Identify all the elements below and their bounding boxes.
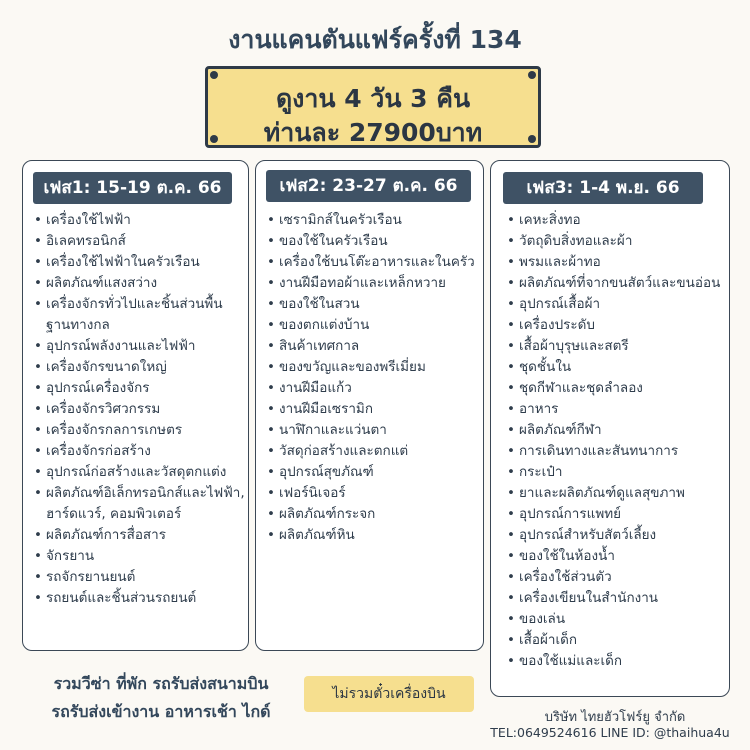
list-item: • จักรยาน (34, 546, 246, 567)
list-item: • ของขวัญและของพรีเมี่ยม (267, 357, 475, 378)
list-item: • เครื่องใช้ไฟฟ้า (34, 210, 246, 231)
list-item: • นาฬิกาและแว่นตา (267, 420, 475, 441)
list-item: • เครื่องใช้บนโต๊ะอาหารและในครัว (267, 252, 475, 273)
list-item: • เครื่องใช้ไฟฟ้าในครัวเรือน (34, 252, 246, 273)
corner-dot (210, 71, 218, 79)
tour-price: ท่านละ 27900บาท (263, 118, 483, 147)
list-item: • อุปกรณ์สุขภัณฑ์ (267, 462, 475, 483)
list-item: • สินค้าเทศกาล (267, 336, 475, 357)
list-item: • อุปกรณ์การแพทย์ (507, 504, 725, 525)
corner-dot (210, 135, 218, 143)
list-item: • วัตถุดิบสิ่งทอและผ้า (507, 231, 725, 252)
list-item: • อุปกรณ์เสื้อผ้า (507, 294, 725, 315)
list-item: • รถยนต์และชิ้นส่วนรถยนต์ (34, 588, 246, 609)
list-item: • งานฝีมือเซรามิก (267, 399, 475, 420)
list-item: • อุปกรณ์ก่อสร้างและวัสดุตกแต่ง (34, 462, 246, 483)
tour-price-box (205, 66, 541, 148)
list-item: • เครื่องจักรกลการเกษตร (34, 420, 246, 441)
list-item: • ยาและผลิตภัณฑ์ดูแลสุขภาพ (507, 483, 725, 504)
list-item: • พรมและผ้าทอ (507, 252, 725, 273)
list-item: • ของเล่น (507, 609, 725, 630)
phase-3-item-list (507, 210, 725, 672)
phase-3-tag: เฟส3: 1-4 พ.ย. 66 (503, 172, 703, 204)
list-item: • เสื้อผ้าเด็ก (507, 630, 725, 651)
list-item: • เสื้อผ้าบุรุษและสตรี (507, 336, 725, 357)
list-item: • อาหาร (507, 399, 725, 420)
list-item: • ชุดชั้นใน (507, 357, 725, 378)
phase-1-item-list (34, 210, 246, 609)
company-name: บริษัท ไทยฮัวโฟร์ยู จำกัด (544, 710, 686, 725)
not-included-badge: ไม่รวมตั๋วเครื่องบิน (304, 676, 474, 712)
corner-dot (528, 135, 536, 143)
list-item: • งานฝีมือแก้ว (267, 378, 475, 399)
list-item: • เครื่องประดับ (507, 315, 725, 336)
list-item: • ของใช้แม่และเด็ก (507, 651, 725, 672)
list-item: • เครื่องจักรขนาดใหญ่ (34, 357, 246, 378)
list-item: • ของใช้ในครัวเรือน (267, 231, 475, 252)
list-item: • ผลิตภัณฑ์หิน (267, 525, 475, 546)
list-item: • เครื่องเขียนในสำนักงาน (507, 588, 725, 609)
list-item: • รถจักรยานยนต์ (34, 567, 246, 588)
phase-2-tag: เฟส2: 23-27 ต.ค. 66 (266, 170, 471, 202)
list-item: • ชุดกีฬาและชุดลำลอง (507, 378, 725, 399)
list-item: • เครื่องใช้ส่วนตัว (507, 567, 725, 588)
list-item: • เคหะสิ่งทอ (507, 210, 725, 231)
tour-duration: ดูงาน 4 วัน 3 คืน (275, 84, 471, 113)
list-item: • ผลิตภัณฑ์กีฬา (507, 420, 725, 441)
list-item: • อุปกรณ์พลังงานและไฟฟ้า (34, 336, 246, 357)
contact-info: TEL:0649524616 LINE ID: @thaihua4u (490, 725, 730, 740)
list-item: • อุปกรณ์สำหรับสัตว์เลี้ยง (507, 525, 725, 546)
list-item: • ของใช้ในห้องน้ำ (507, 546, 725, 567)
list-item: • วัสดุก่อสร้างและตกแต่ (267, 441, 475, 462)
includes-line-2: รถรับส่งเข้างาน อาหารเช้า ไกด์ (51, 702, 271, 721)
list-item: • ของใช้ในสวน (267, 294, 475, 315)
list-item: • เครื่องจักรทั่วไปและชิ้นส่วนพื้นฐานทางกล (34, 294, 246, 336)
list-item: • เซรามิกส์ในครัวเรือน (267, 210, 475, 231)
list-item: • ผลิตภัณฑ์ที่จากขนสัตว์และขนอ่อน (507, 273, 725, 294)
list-item: • การเดินทางและสันทนาการ (507, 441, 725, 462)
includes-line-1: รวมวีซ่า ที่พัก รถรับส่งสนามบิน (53, 674, 269, 693)
list-item: • ผลิตภัณฑ์แสงสว่าง (34, 273, 246, 294)
corner-dot (528, 71, 536, 79)
list-item: • เครื่องจักรวิศวกรรม (34, 399, 246, 420)
list-item: • กระเป๋า (507, 462, 725, 483)
phase-2-item-list (267, 210, 475, 546)
phase-1-tag: เฟส1: 15-19 ต.ค. 66 (33, 172, 232, 204)
list-item: • ของตกแต่งบ้าน (267, 315, 475, 336)
list-item: • เครื่องจักรก่อสร้าง (34, 441, 246, 462)
list-item: • ผลิตภัณฑ์การสื่อสาร (34, 525, 246, 546)
list-item: • อุปกรณ์เครื่องจักร (34, 378, 246, 399)
page-title: งานแคนตันแฟร์ครั้งที่ 134 (228, 25, 522, 54)
list-item: • งานฝีมือทอผ้าและเหล็กหวาย (267, 273, 475, 294)
package-includes (22, 670, 300, 726)
list-item: • อิเลคทรอนิกส์ (34, 231, 246, 252)
list-item: • ผลิตภัณฑ์กระจก (267, 504, 475, 525)
list-item: • ผลิตภัณฑ์อิเล็กทรอนิกส์และไฟฟ้า, ฮาร์ดแวร์, คอมพิวเตอร์ (34, 483, 246, 525)
list-item: • เฟอร์นิเจอร์ (267, 483, 475, 504)
